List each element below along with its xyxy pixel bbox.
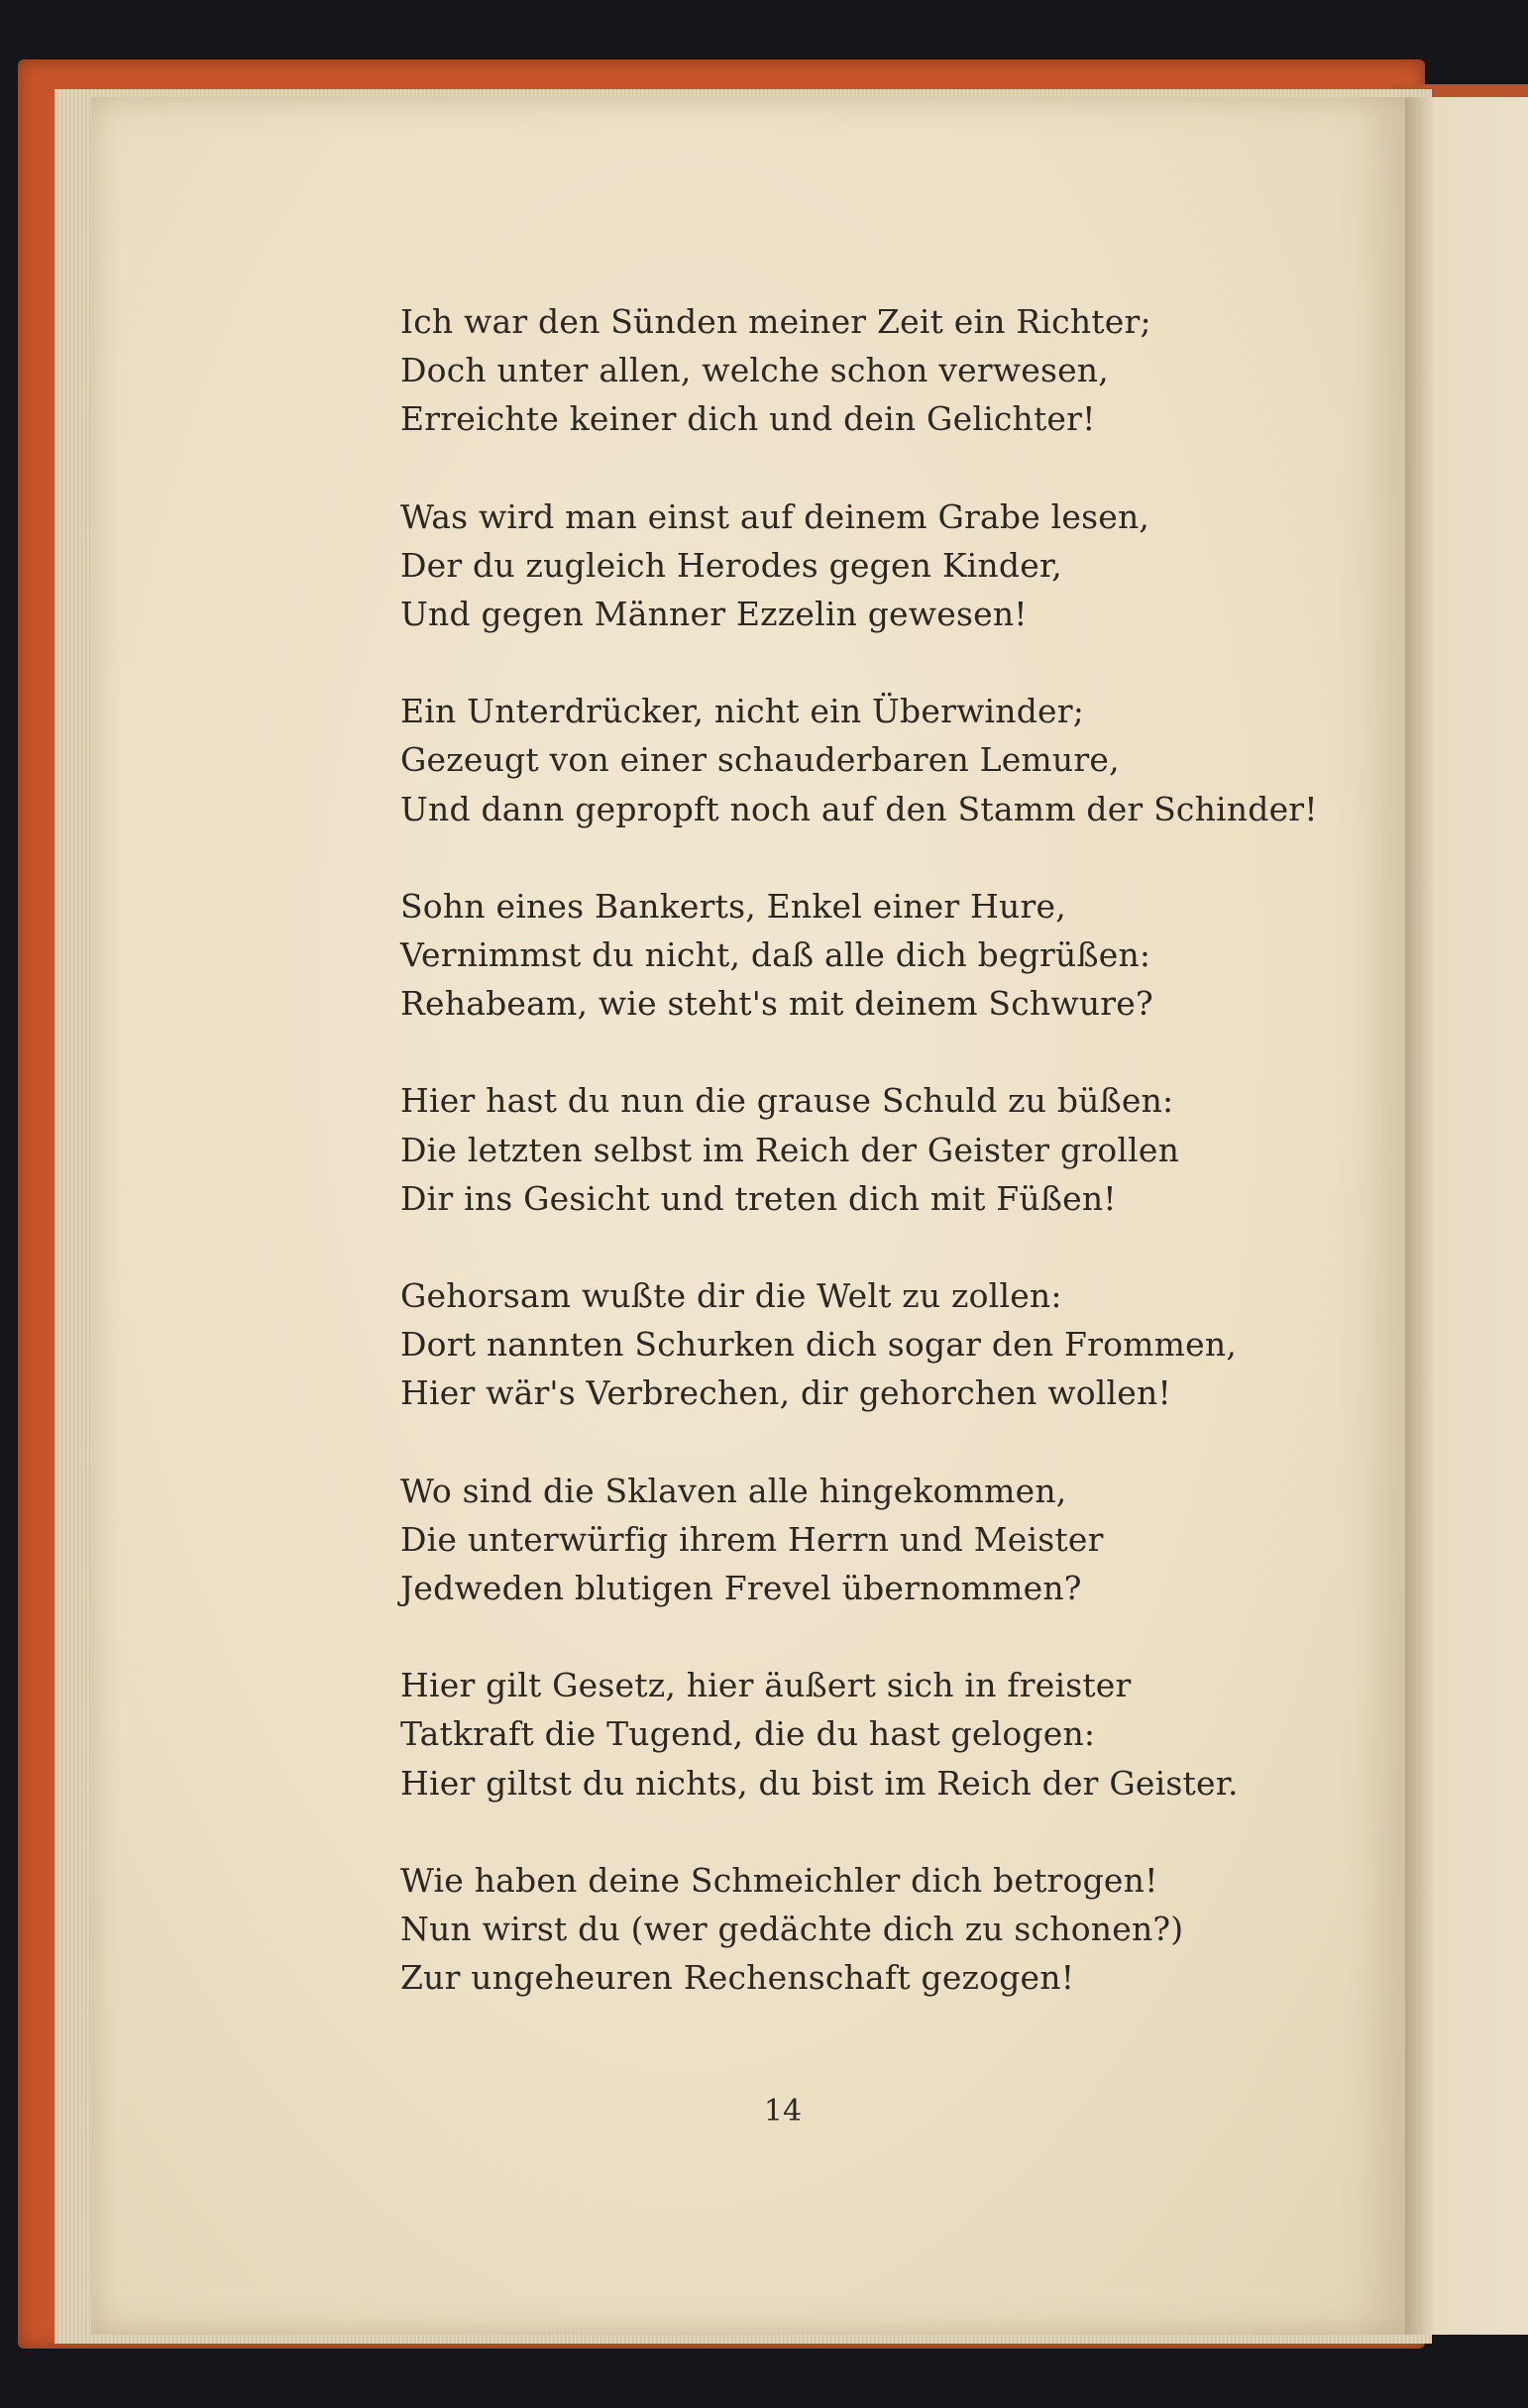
poem-text bbox=[400, 297, 1342, 2050]
poem-line: Rehabeam, wie steht's mit deinem Schwure? bbox=[400, 984, 1153, 1024]
poem-line: Gehorsam wußte dir die Welt zu zollen: bbox=[400, 1276, 1062, 1316]
stanza bbox=[400, 687, 1342, 833]
poem-line: Jedweden blutigen Frevel übernommen? bbox=[400, 1569, 1082, 1608]
poem-line: Die unterwürfig ihrem Herrn und Meister bbox=[400, 1519, 1104, 1559]
poem-line: Ich war den Sünden meiner Zeit ein Richter; bbox=[400, 302, 1151, 341]
poem-line: Dort nannten Schurken dich sogar den Frommen, bbox=[400, 1325, 1238, 1365]
poem-line: Wo sind die Sklaven alle hingekommen, bbox=[400, 1471, 1067, 1510]
poem-line: Tatkraft die Tugend, die du hast gelogen: bbox=[400, 1714, 1096, 1754]
page-number: 14 bbox=[763, 2094, 803, 2129]
poem-line: Hier hast du nun die grause Schuld zu büßen: bbox=[400, 1081, 1174, 1121]
poem-line: Nun wirst du (wer gedächte dich zu schonen?) bbox=[400, 1910, 1184, 1949]
poem-line: Wie haben deine Schmeichler dich betrogen! bbox=[400, 1860, 1158, 1900]
poem-line: Und dann gepropft noch auf den Stamm der Schinder! bbox=[400, 789, 1318, 828]
stanza bbox=[400, 1271, 1342, 1418]
poem-line: Und gegen Männer Ezzelin gewesen! bbox=[400, 595, 1028, 634]
stanza bbox=[400, 1856, 1342, 2003]
poem-line: Die letzten selbst im Reich der Geister grollen bbox=[400, 1130, 1180, 1169]
stanza bbox=[400, 1661, 1342, 1807]
poem-line: Sohn eines Bankerts, Enkel einer Hure, bbox=[400, 886, 1066, 926]
poem-line: Gezeugt von einer schauderbaren Lemure, bbox=[400, 740, 1120, 780]
stanza bbox=[400, 493, 1342, 639]
poem-line: Ein Unterdrücker, nicht ein Überwinder; bbox=[400, 692, 1085, 731]
poem-line: Zur ungeheuren Rechenschaft gezogen! bbox=[400, 1958, 1075, 1998]
poem-line: Hier wär's Verbrechen, dir gehorchen wollen! bbox=[400, 1373, 1171, 1413]
poem-line: Hier giltst du nichts, du bist im Reich der Geister. bbox=[400, 1763, 1239, 1803]
stanza bbox=[400, 1076, 1342, 1223]
poem-line: Erreichte keiner dich und dein Gelichter! bbox=[400, 399, 1096, 439]
poem-line: Doch unter allen, welche schon verwesen, bbox=[400, 351, 1109, 390]
poem-line: Der du zugleich Herodes gegen Kinder, bbox=[400, 545, 1062, 585]
page-gutter bbox=[1405, 97, 1528, 2335]
stanza bbox=[400, 1467, 1342, 1613]
poem-line: Hier gilt Gesetz, hier äußert sich in freister bbox=[400, 1666, 1132, 1705]
stanza bbox=[400, 297, 1342, 444]
stanza bbox=[400, 882, 1342, 1029]
poem-line: Was wird man einst auf deinem Grabe lesen, bbox=[400, 496, 1150, 536]
poem-line: Dir ins Gesicht und treten dich mit Füßen! bbox=[400, 1178, 1117, 1218]
poem-line: Vernimmst du nicht, daß alle dich begrüßen: bbox=[400, 935, 1151, 975]
